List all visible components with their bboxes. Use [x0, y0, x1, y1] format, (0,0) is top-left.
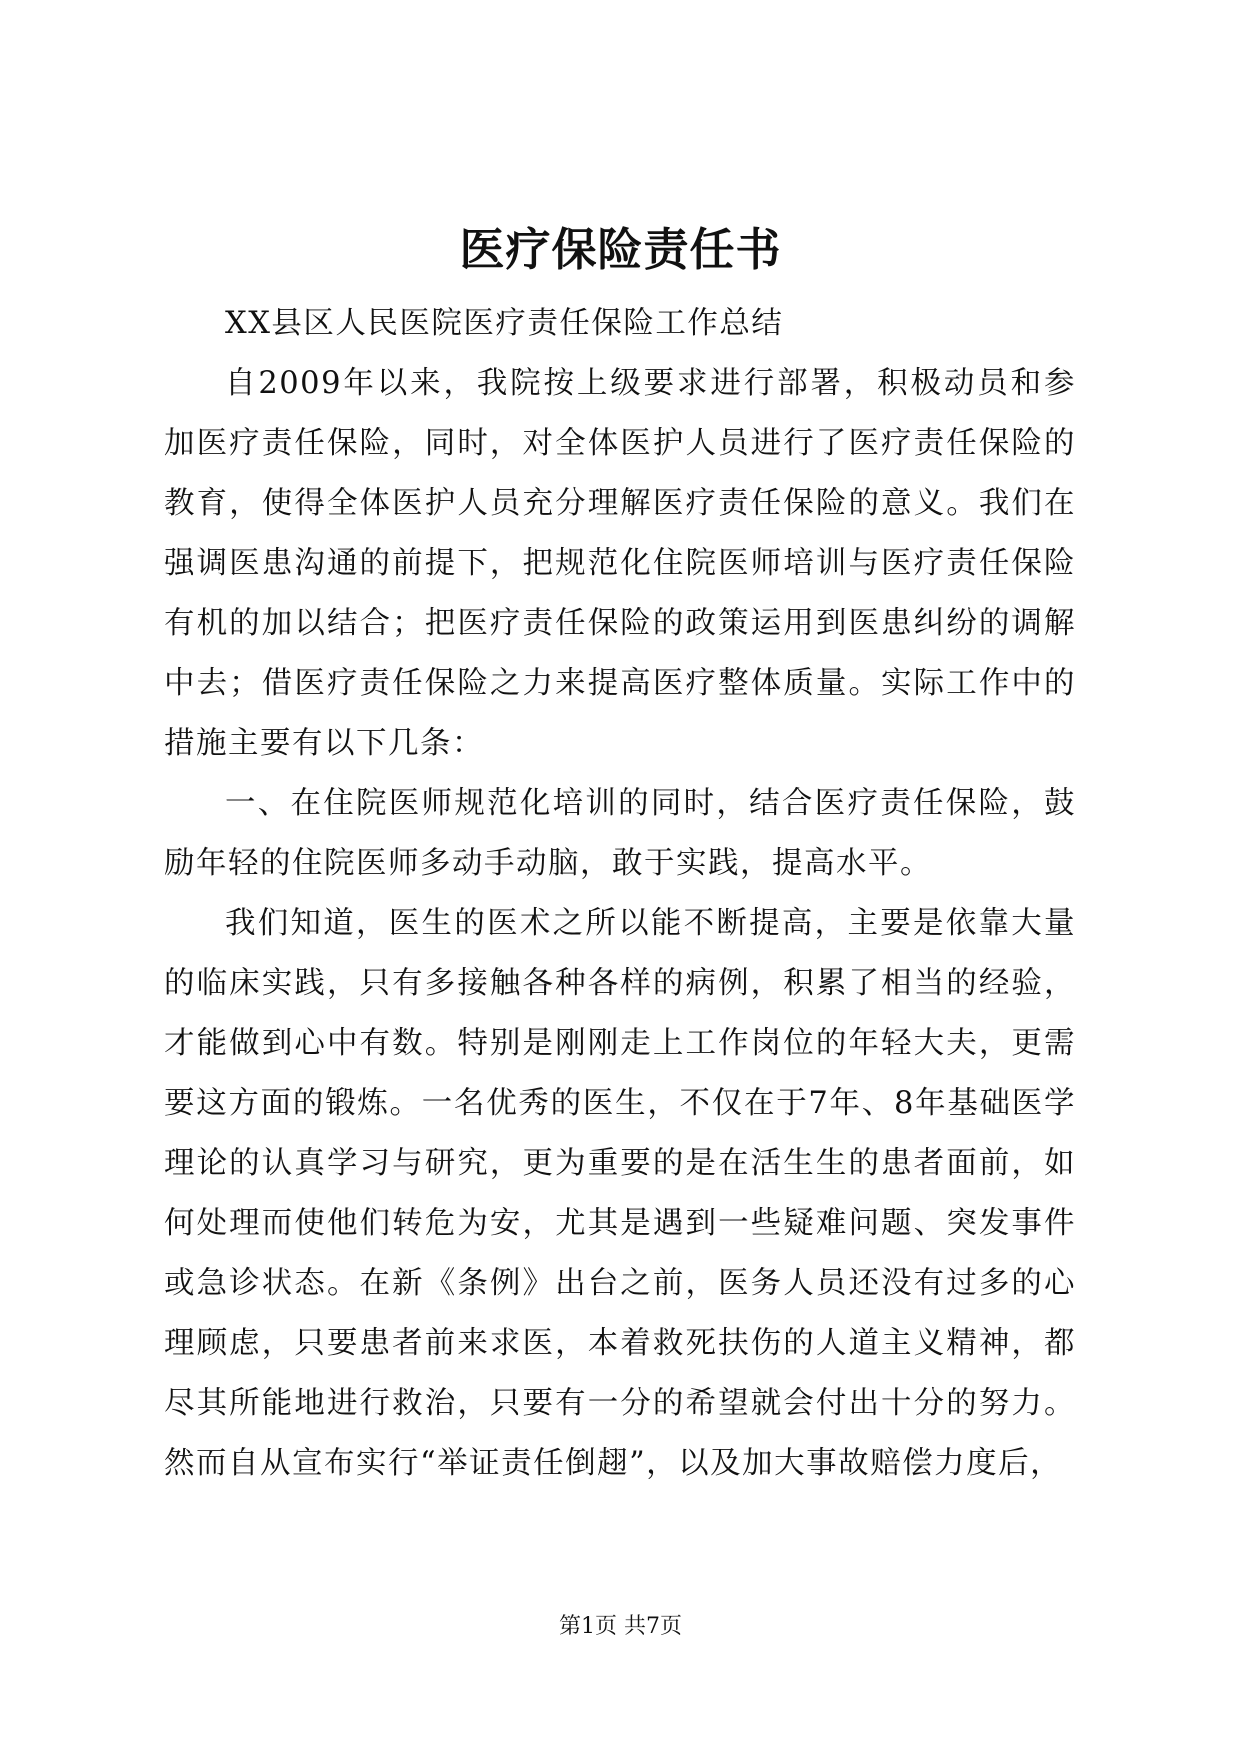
paragraph-intro: 自2009年以来，我院按上级要求进行部署，积极动员和参加医疗责任保险，同时，对全体医护人员进行了医疗责任保险的教育，使得全体医护人员充分理解医疗责任保险的意义。我们在强调医患沟通的前提下，把规范化住院医师培训与医疗责任保险有机的加以结合；把医疗责任保险的政策运用到医患纠纷的调解中去；借医疗责任保险之力来提高医疗整体质量。实际工作中的措施主要有以下几条： — [164, 366, 1076, 761]
paragraph-measure-one: 一、在住院医师规范化培训的同时，结合医疗责任保险，鼓励年轻的住院医师多动手动脑，敢于实践，提高水平。 — [164, 786, 1076, 881]
paragraph-subtitle: XX县区人民医院医疗责任保险工作总结 — [225, 306, 784, 341]
paragraph-discussion: 我们知道，医生的医术之所以能不断提高，主要是依靠大量的临床实践，只有多接触各种各样的病例，积累了相当的经验，才能做到心中有数。特别是刚刚走上工作岗位的年轻大夫，更需要这方面的锻炼。一名优秀的医生，不仅在于7年、8年基础医学理论的认真学习与研究，更为重要的是在活生生的患者面前，如何处理而使他们转危为安，尤其是遇到一些疑难问题、突发事件或急诊状态。在新《条例》出台之前，医务人员还没有过多的心理顾虑，只要患者前来求医，本着救死扶伤的人道主义精神，都尽其所能地进行救治，只要有一分的希望就会付出十分的努力。然而自从宣布实行“举证责任倒趐”，以及加大事故赔偿力度后， — [164, 906, 1076, 1481]
document-title: 医疗保险责任书 — [459, 223, 782, 276]
page-footer: 第1页 共7页 — [559, 1614, 682, 1639]
document-body — [164, 294, 1076, 1494]
